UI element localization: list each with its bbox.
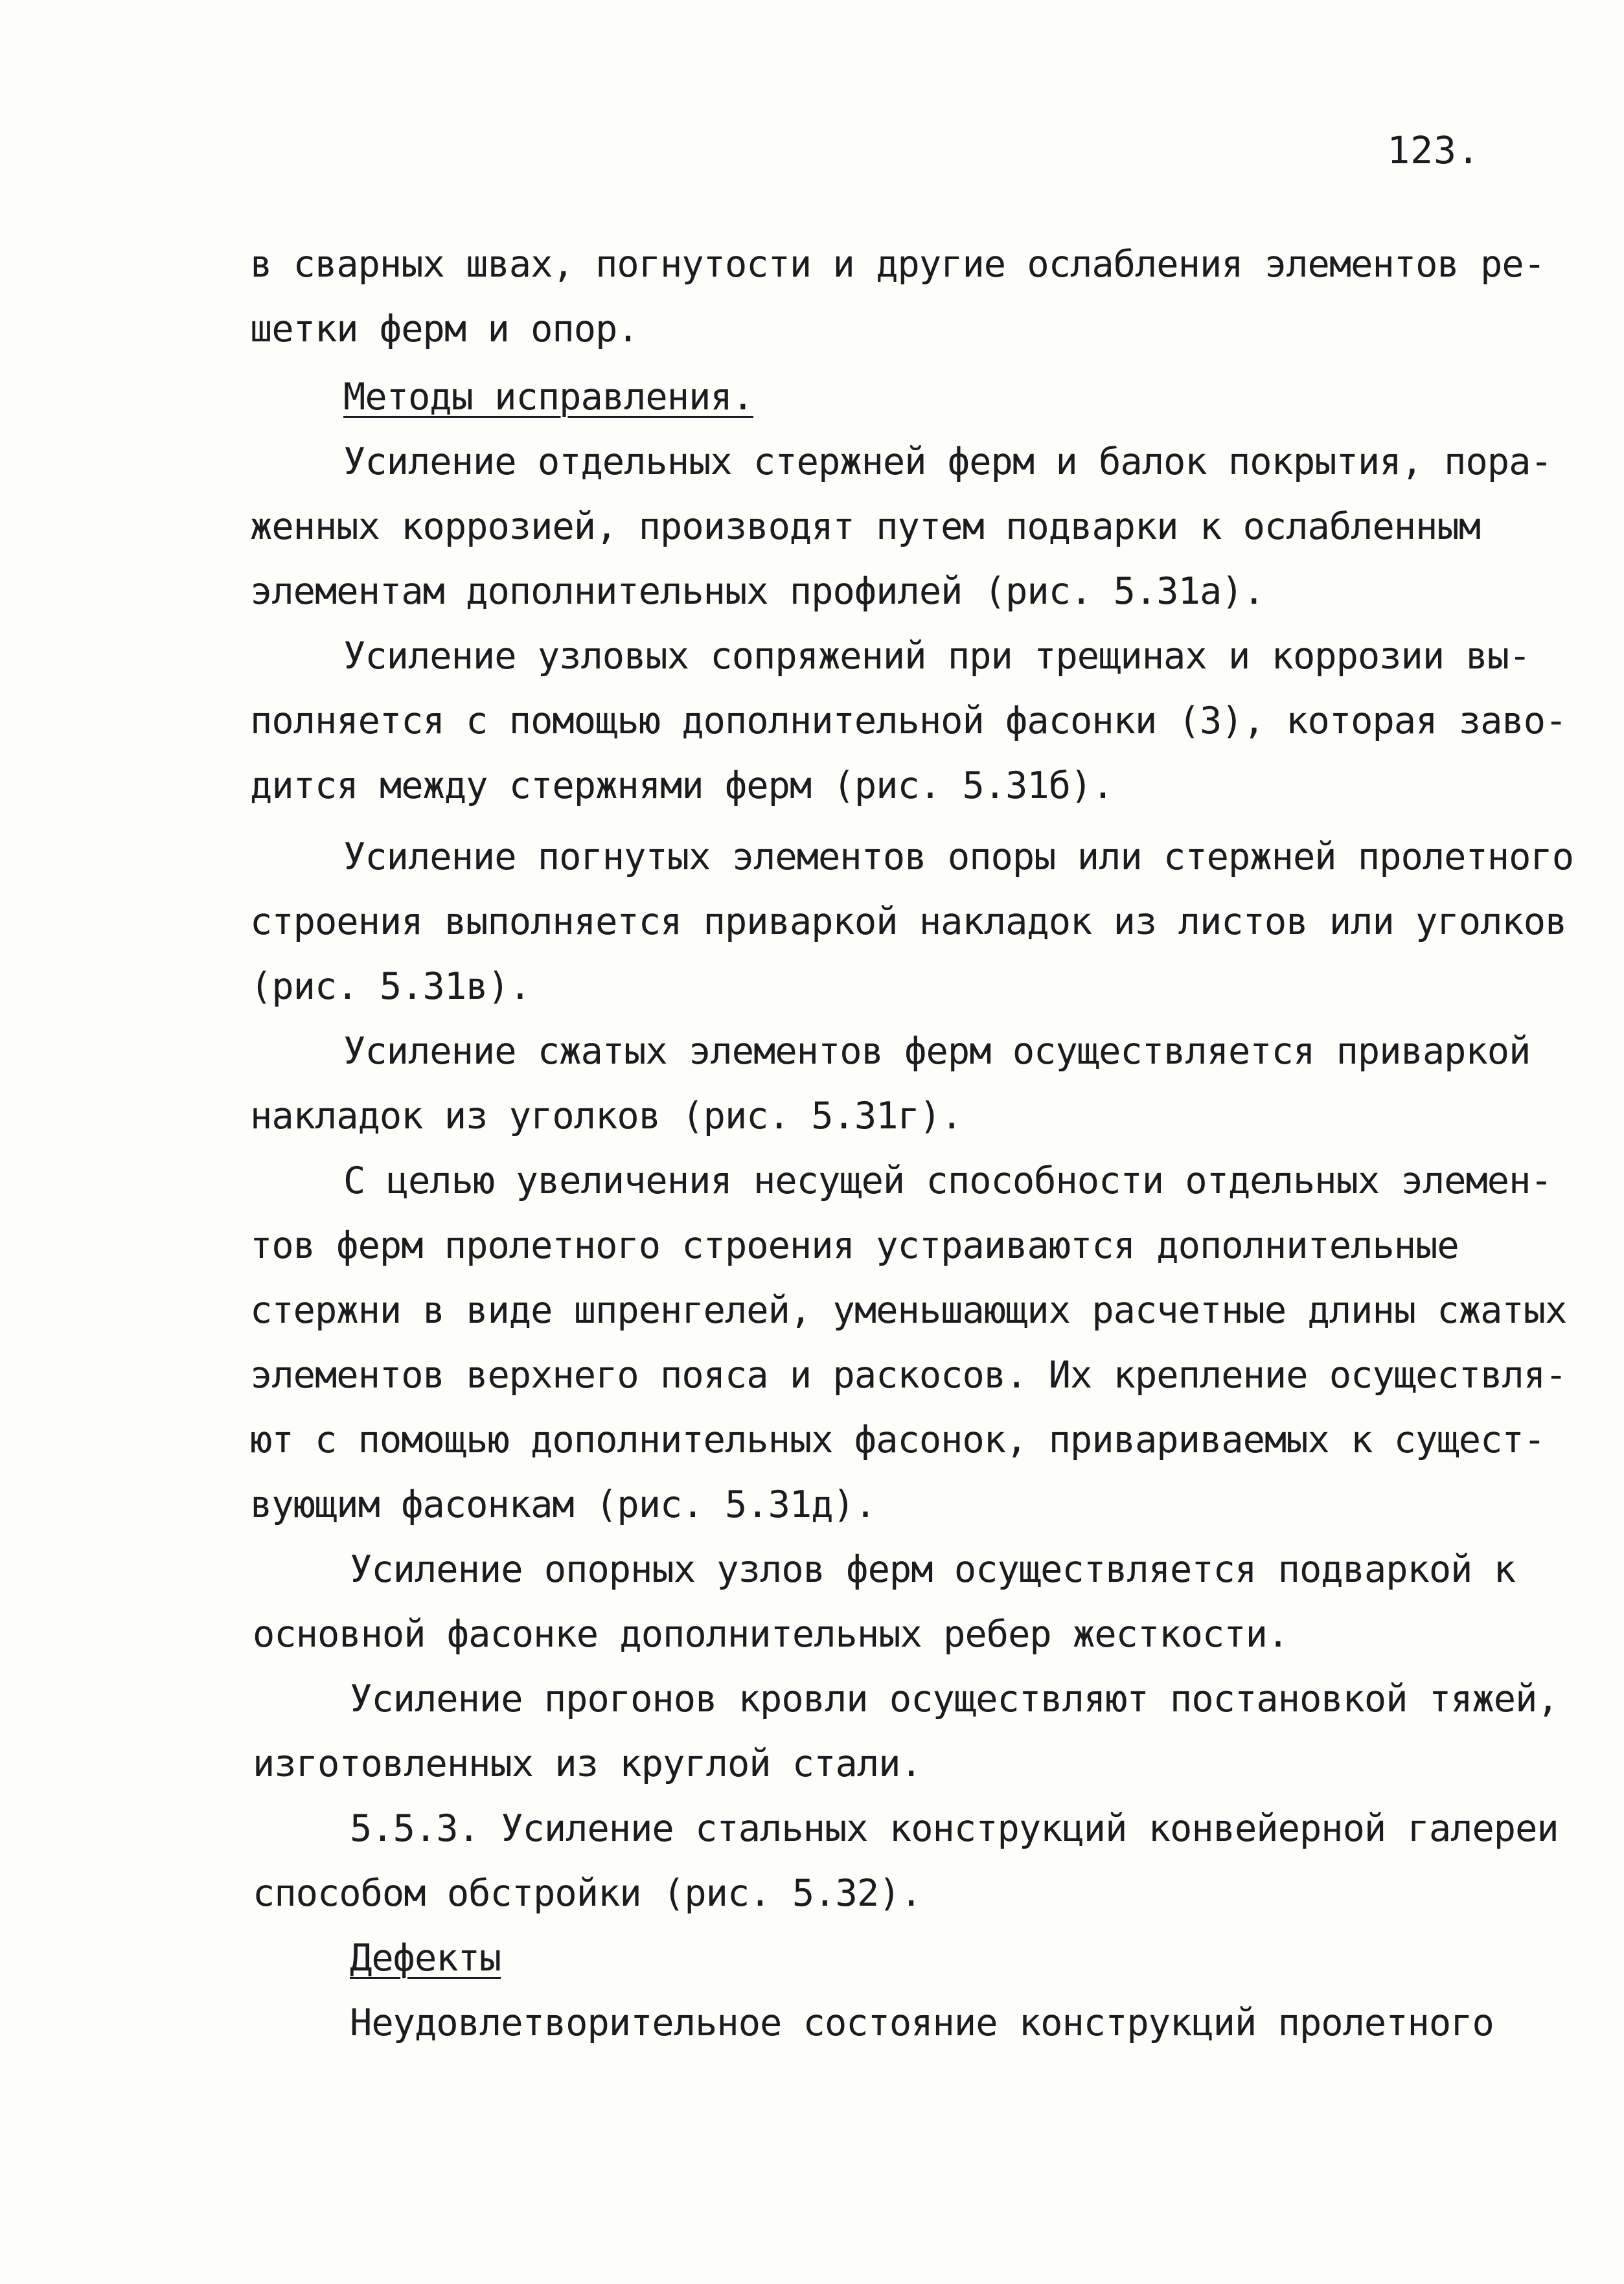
text-line: шетки ферм и опор. bbox=[250, 308, 639, 350]
text-line: Неудовлетворительное состояние конструкций пролетного bbox=[350, 2002, 1494, 2044]
text-line: вующим фасонкам (рис. 5.31д). bbox=[250, 1483, 876, 1526]
text-line: строения выполняется приваркой накладок из листов или уголков bbox=[250, 900, 1567, 943]
text-line: Усиление сжатых элементов ферм осуществляется приваркой bbox=[343, 1030, 1531, 1073]
text-line: элементов верхнего пояса и раскосов. Их крепление осуществля- bbox=[250, 1354, 1567, 1397]
text-line: способом обстройки (рис. 5.32). bbox=[253, 1872, 922, 1915]
section-heading-defects: Дефекты bbox=[350, 1937, 501, 1980]
text-line: стержни в виде шпренгелей, уменьшающих расчетные длины сжатых bbox=[250, 1289, 1567, 1332]
text-line: накладок из уголков (рис. 5.31г). bbox=[250, 1095, 963, 1137]
text-line: изготовленных из круглой стали. bbox=[253, 1742, 922, 1785]
page-number: 123. bbox=[1387, 128, 1480, 172]
text-line: Усиление опорных узлов ферм осуществляется подваркой к bbox=[350, 1548, 1516, 1591]
text-line: полняется с помощью дополнительной фасонки (3), которая заво- bbox=[250, 700, 1567, 742]
text-line: (рис. 5.31в). bbox=[250, 965, 531, 1008]
text-line: Усиление узловых сопряжений при трещинах и коррозии вы- bbox=[343, 635, 1531, 678]
text-line: ют с помощью дополнительных фасонок, привариваемых к сущест- bbox=[250, 1419, 1546, 1461]
text-line: дится между стержнями ферм (рис. 5.31б). bbox=[250, 764, 1114, 807]
text-line: Усиление прогонов кровли осуществляют постановкой тяжей, bbox=[350, 1678, 1559, 1720]
text-line: Усиление погнутых элементов опоры или стержней пролетного bbox=[343, 836, 1574, 878]
text-line: элементам дополнительных профилей (рис. 5.31а). bbox=[250, 570, 1264, 613]
text-line: С целью увеличения несущей способности отдельных элемен- bbox=[343, 1159, 1552, 1202]
text-line: в сварных швах, погнутости и другие ослабления элементов ре- bbox=[250, 243, 1546, 286]
text-line: Усиление отдельных стержней ферм и балок покрытия, пора- bbox=[343, 440, 1552, 483]
text-line: женных коррозией, производят путем подварки к ослабленным bbox=[250, 505, 1481, 548]
text-line: основной фасонке дополнительных ребер жесткости. bbox=[253, 1613, 1289, 1656]
section-heading-methods: Методы исправления. bbox=[343, 376, 754, 418]
subsection-heading: 5.5.3. Усиление стальных конструкций конвейерной галереи bbox=[350, 1807, 1559, 1850]
text-line: тов ферм пролетного строения устраиваются дополнительные bbox=[250, 1224, 1459, 1267]
